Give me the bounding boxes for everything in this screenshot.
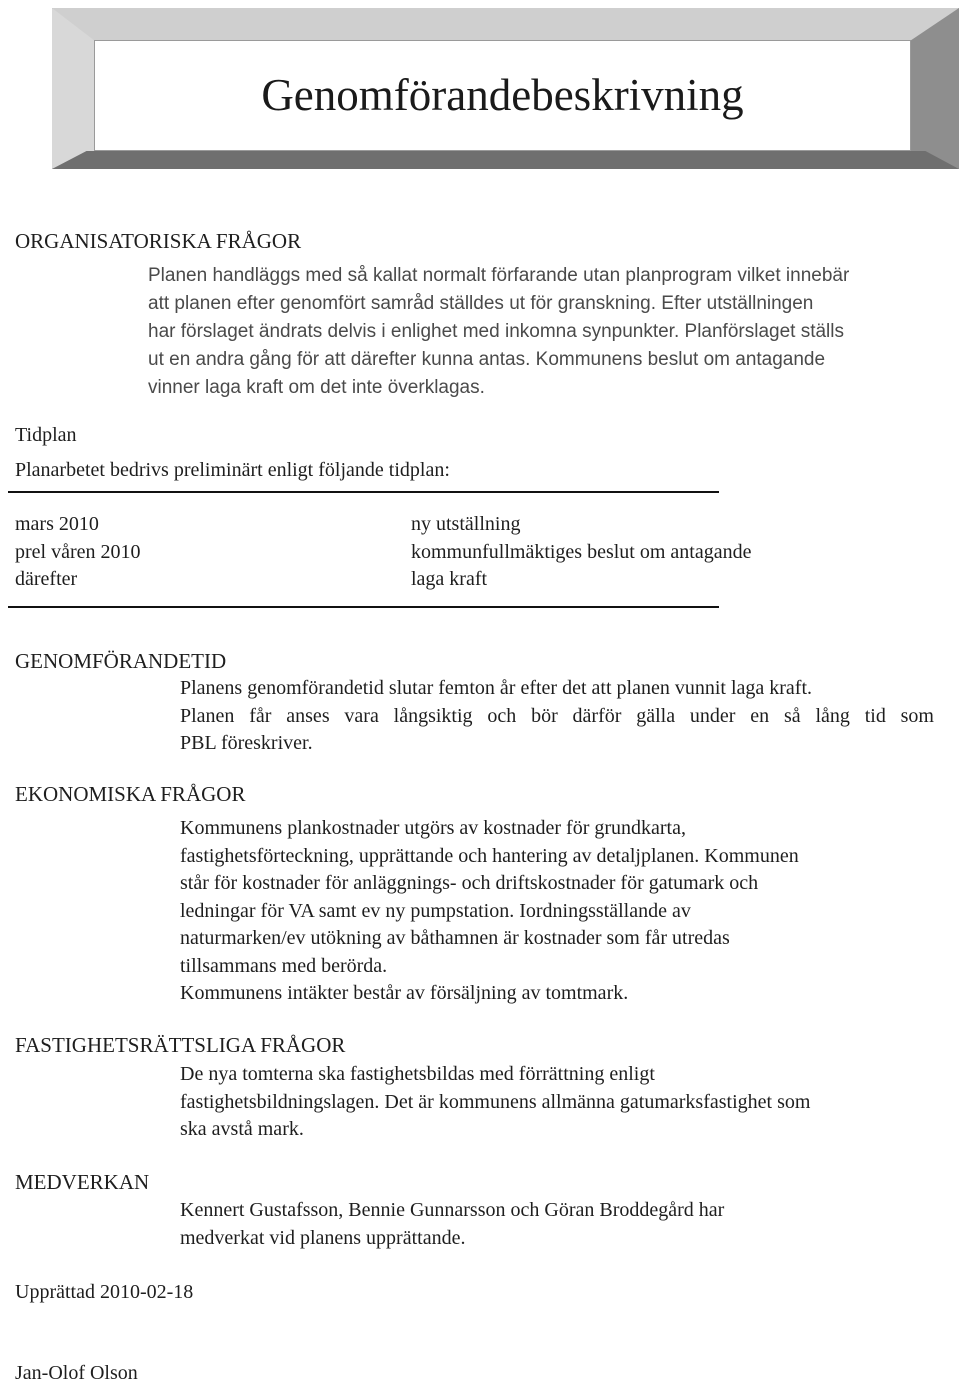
tidplan-when: mars 2010 — [15, 513, 99, 535]
section-heading-ekonomiska: EKONOMISKA FRÅGOR — [15, 782, 246, 806]
ekonomi-line: fastighetsförteckning, upprättande och hantering av detaljplanen. Kommunen — [180, 844, 799, 867]
frame-inner — [94, 40, 911, 151]
tidplan-rule-bottom — [8, 606, 719, 608]
ekonomi-line: tillsammans med berörda. — [180, 954, 388, 977]
tidplan-intro: Planarbetet bedrivs preliminärt enligt följande tidplan: — [15, 459, 450, 481]
genomforandetid-line: Planens genomförandetid slutar femton år efter det att planen vunnit laga kraft. — [180, 677, 813, 699]
tidplan-what: laga kraft — [411, 568, 488, 590]
signature-name: Jan-Olof Olson — [15, 1362, 138, 1384]
genomforandetid-line: Planen får anses vara långsiktig och bör därför gälla under en så lång tid som — [180, 704, 934, 727]
section-heading-genomforandetid: GENOMFÖRANDETID — [15, 649, 227, 673]
tidplan-rule-top — [8, 491, 719, 493]
genomforandetid-line: PBL föreskriver. — [180, 732, 313, 754]
tidplan-when-column — [15, 511, 141, 594]
genomforandetid-paragraph — [180, 675, 934, 758]
org-paragraph — [148, 262, 849, 402]
org-line: Planen handläggs med så kallat normalt förfarande utan planprogram vilket innebär — [148, 265, 850, 286]
fastighet-line: De nya tomterna ska fastighetsbildas med förrättning enligt — [180, 1063, 655, 1085]
ekonomi-line: Kommunens plankostnader utgörs av kostnader för grundkarta, — [180, 817, 686, 839]
medverkan-line: Kennert Gustafsson, Bennie Gunnarsson och Göran Broddegård har — [180, 1199, 725, 1221]
ekonomi-line: naturmarken/ev utökning av båthamnen är kostnader som får utredas — [180, 927, 730, 949]
frame-bevel-top — [52, 8, 959, 40]
section-heading-fastighetsrattsliga: FASTIGHETSRÄTTSLIGA FRÅGOR — [15, 1033, 346, 1057]
tidplan-heading: Tidplan — [15, 424, 77, 446]
ekonomi-line: Kommunens intäkter består av försäljning av tomtmark. — [180, 982, 629, 1004]
tidplan-what-column — [411, 511, 752, 594]
ekonomi-line: står för kostnader för anläggnings- och driftskostnader för gatumark och — [180, 872, 759, 894]
ekonomi-paragraph — [180, 815, 799, 1008]
tidplan-what: ny utställning — [411, 513, 521, 535]
org-line: att planen efter genomfört samråd ställdes ut för granskning. Efter utställningen — [148, 293, 814, 314]
org-line: vinner laga kraft om det inte överklagas. — [148, 377, 485, 398]
frame-bevel-bottom — [52, 151, 959, 169]
medverkan-paragraph — [180, 1197, 724, 1252]
title-frame — [52, 8, 959, 169]
section-heading-medverkan: MEDVERKAN — [15, 1170, 150, 1194]
medverkan-line: medverkat vid planens upprättande. — [180, 1226, 466, 1249]
ekonomi-line: ledningar för VA samt ev ny pumpstation. Iordningsställande av — [180, 899, 691, 922]
org-line: ut en andra gång för att därefter kunna antas. Kommunens beslut om antagande — [148, 349, 826, 370]
fastighet-line: fastighetsbildningslagen. Det är kommunens allmänna gatumarksfastighet som — [180, 1090, 811, 1113]
fastighet-line: ska avstå mark. — [180, 1118, 304, 1140]
fastighet-paragraph — [180, 1061, 810, 1144]
tidplan-what: kommunfullmäktiges beslut om antagande — [411, 540, 752, 563]
tidplan-when: därefter — [15, 568, 78, 590]
section-heading-organisatoriska: ORGANISATORISKA FRÅGOR — [15, 229, 302, 253]
upprattad-date: Upprättad 2010-02-18 — [15, 1281, 194, 1303]
document-title: Genomförandebeskrivning — [261, 70, 744, 120]
org-line: har förslaget ändrats delvis i enlighet med inkomna synpunkter. Planförslaget ställs — [148, 321, 844, 342]
tidplan-when: prel våren 2010 — [15, 540, 141, 563]
